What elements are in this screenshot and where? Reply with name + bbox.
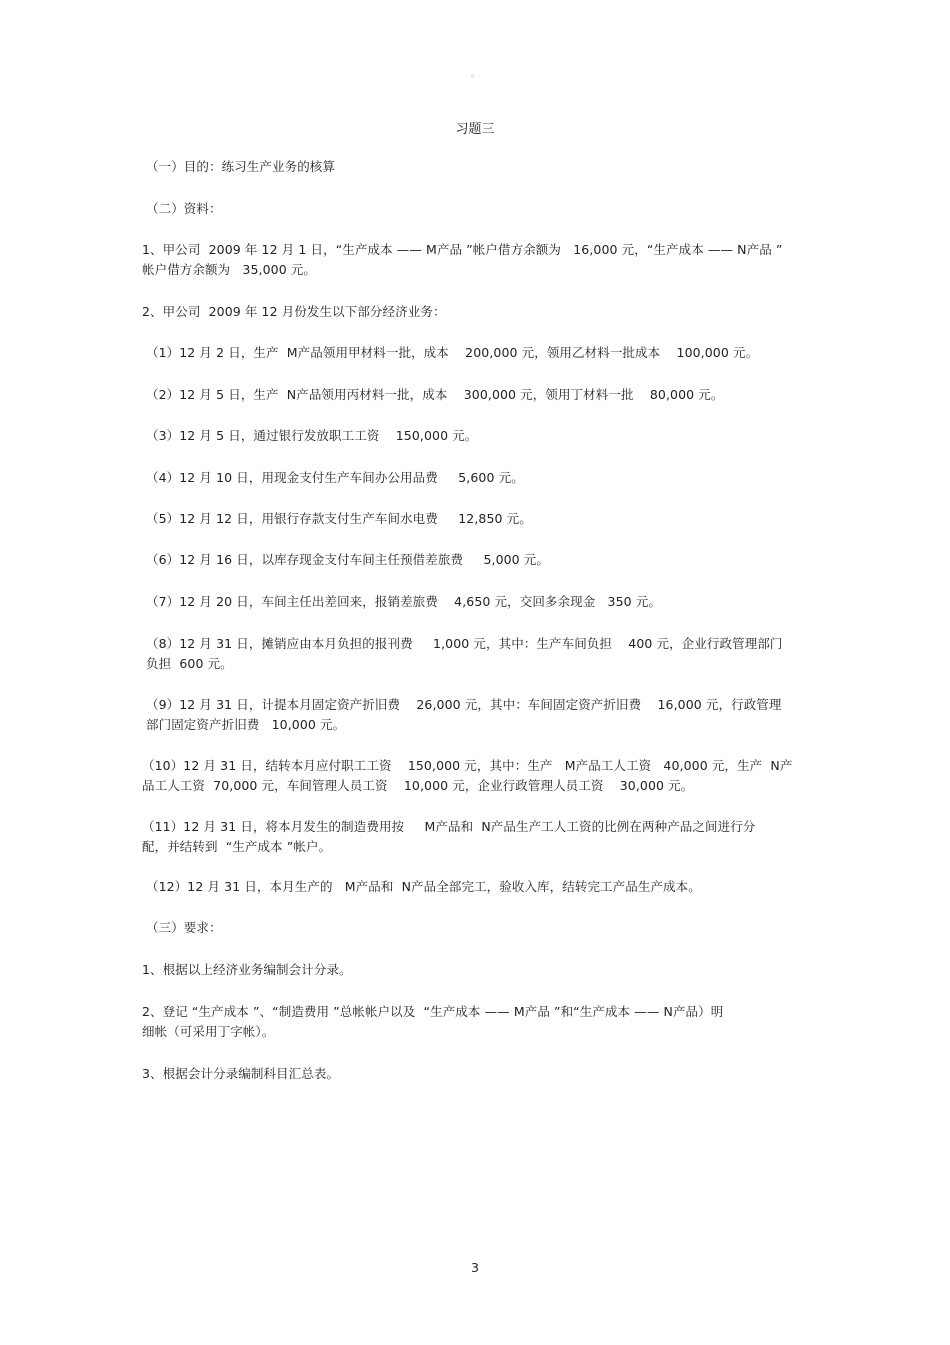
transaction-item: （12）12 月 31 日，本月生产的 M产品和 N产品全部完工，验收入库，结转完工产品生产成本。 [146,879,701,894]
section-requirements: （三）要求： [146,920,222,935]
transaction-item: （3）12 月 5 日，通过银行发放职工工资 150,000 元。 [146,428,478,443]
transaction-item: （2）12 月 5 日，生产 N产品领用丙材料一批，成本 300,000 元，领用丁材料一批 80,000 元。 [146,387,724,402]
section-purpose: （一）目的：练习生产业务的核算 [146,159,336,174]
requirement-item: 2、登记 “生产成本 ”、“制造费用 ”总帐帐户以及 “生产成本 —— M产品 ”和“生产成本 —— N产品）明 细帐（可采用丁字帐）。 [142,1004,724,1039]
transaction-item: （10）12 月 31 日，结转本月应付职工工资 150,000 元，其中：生产 M产品工人工资 40,000 元，生产 N产 品工人工资 70,000 元，车间管理人员工资 10,000 元，企业行政管理人员工资 30,000 元。 [142,758,793,793]
header-mark: 。 [471,69,479,78]
transaction-item: （5）12 月 12 日，用银行存款支付生产车间水电费 12,850 元。 [146,511,532,526]
business-intro-paragraph: 2、甲公司 2009 年 12 月份发生以下部分经济业务： [142,304,446,319]
transaction-item: （7）12 月 20 日，车间主任出差回来，报销差旅费 4,650 元，交回多余现金 350 元。 [146,594,661,609]
section-materials: （二）资料： [146,201,222,216]
transaction-item: （4）12 月 10 日，用现金支付生产车间办公用品费 5,600 元。 [146,470,524,485]
transaction-item: （9）12 月 31 日，计提本月固定资产折旧费 26,000 元，其中：车间固定资产折旧费 16,000 元，行政管理 部门固定资产折旧费 10,000 元。 [146,697,782,732]
transaction-item: （1）12 月 2 日，生产 M产品领用甲材料一批，成本 200,000 元，领用乙材料一批成本 100,000 元。 [146,345,759,360]
opening-balance-paragraph: 1、甲公司 2009 年 12 月 1 日，“生产成本 —— M产品 ”帐户借方余额为 16,000 元，“生产成本 —— N产品 ” 帐户借方余额为 35,000 元。 [142,242,783,277]
transaction-item: （11）12 月 31 日，将本月发生的制造费用按 M产品和 N产品生产工人工资的比例在两种产品之间进行分 配，并结转到 “生产成本 ”帐户。 [142,819,756,854]
page-title: 习题三 [455,122,495,137]
requirement-item: 1、根据以上经济业务编制会计分录。 [142,962,352,977]
requirement-item: 3、根据会计分录编制科目汇总表。 [142,1066,340,1081]
transaction-item: （6）12 月 16 日，以库存现金支付车间主任预借差旅费 5,000 元。 [146,552,550,567]
transaction-item: （8）12 月 31 日，摊销应由本月负担的报刊费 1,000 元，其中：生产车间负担 400 元，企业行政管理部门 负担 600 元。 [146,636,783,671]
page-number: 3 [471,1260,479,1275]
